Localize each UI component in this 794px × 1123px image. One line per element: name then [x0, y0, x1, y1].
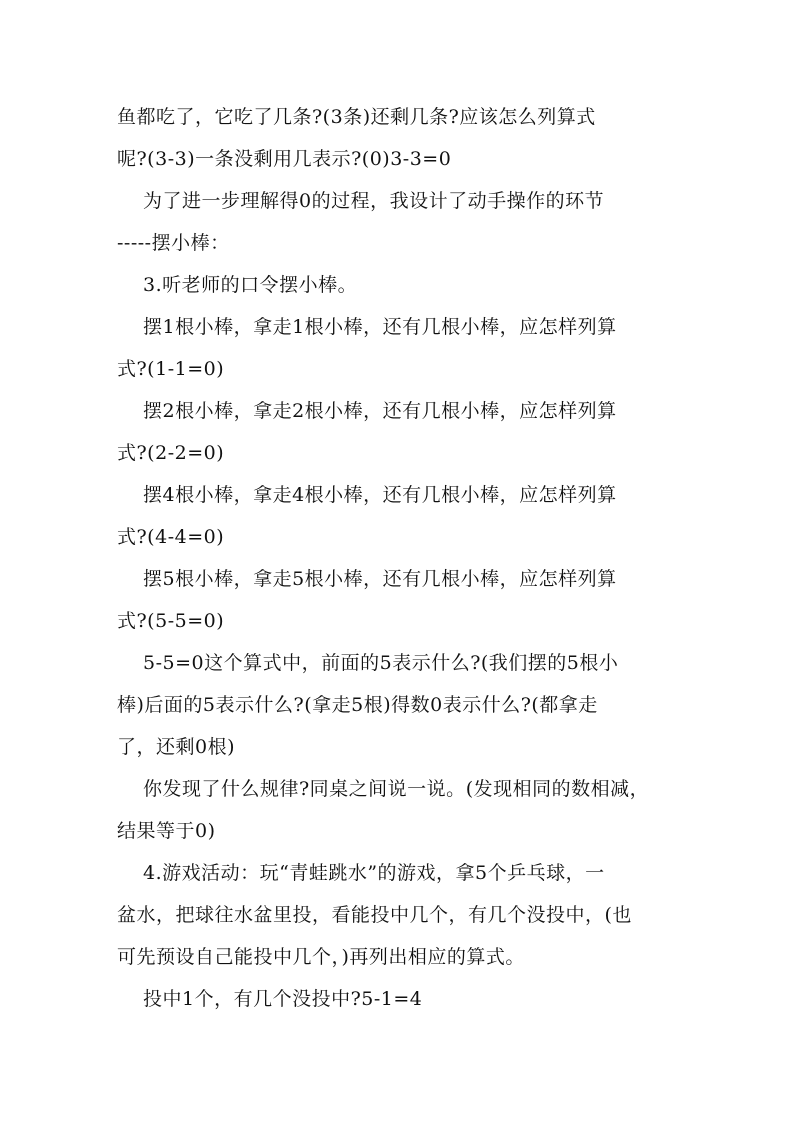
text-line: 你发现了什么规律?同桌之间说一说。(发现相同的数相减，	[143, 778, 650, 800]
text-line: 投中1个，有几个没投中?5-1=4	[143, 988, 423, 1010]
text-line: 摆5根小棒，拿走5根小棒，还有几根小棒，应怎样列算	[143, 568, 617, 590]
text-line: 呢?(3-3)一条没剩用几表示?(0)3-3=0	[117, 148, 452, 170]
text-line: 4.游戏活动：玩“青蛙跳水”的游戏，拿5个乒乓球，一	[143, 862, 605, 884]
text-line: 摆1根小棒，拿走1根小棒，还有几根小棒，应怎样列算	[143, 316, 617, 338]
text-line: 盆水，把球往水盆里投，看能投中几个，有几个没投中，(也	[117, 904, 632, 926]
text-line: 为了进一步理解得0的过程，我设计了动手操作的环节	[143, 190, 605, 212]
text-line: 式?(2-2=0)	[117, 442, 225, 464]
text-line: 可先预设自己能投中几个，)再列出相应的算式。	[117, 946, 525, 968]
text-line: 摆4根小棒，拿走4根小棒，还有几根小棒，应怎样列算	[143, 484, 617, 506]
text-line: 式?(4-4=0)	[117, 526, 225, 548]
text-line: 了，还剩0根)	[117, 736, 236, 758]
text-line: 式?(5-5=0)	[117, 610, 225, 632]
text-line: 结果等于0)	[117, 820, 216, 842]
text-line: -----摆小棒：	[117, 232, 230, 254]
text-line: 3.听老师的口令摆小棒。	[143, 274, 358, 296]
text-line: 式?(1-1=0)	[117, 358, 225, 380]
text-line: 摆2根小棒，拿走2根小棒，还有几根小棒，应怎样列算	[143, 400, 617, 422]
text-line: 鱼都吃了，它吃了几条?(3条)还剩几条?应该怎么列算式	[117, 106, 596, 128]
text-line: 棒)后面的5表示什么?(拿走5根)得数0表示什么?(都拿走	[117, 694, 598, 716]
text-line: 5-5=0这个算式中，前面的5表示什么?(我们摆的5根小	[143, 652, 619, 674]
